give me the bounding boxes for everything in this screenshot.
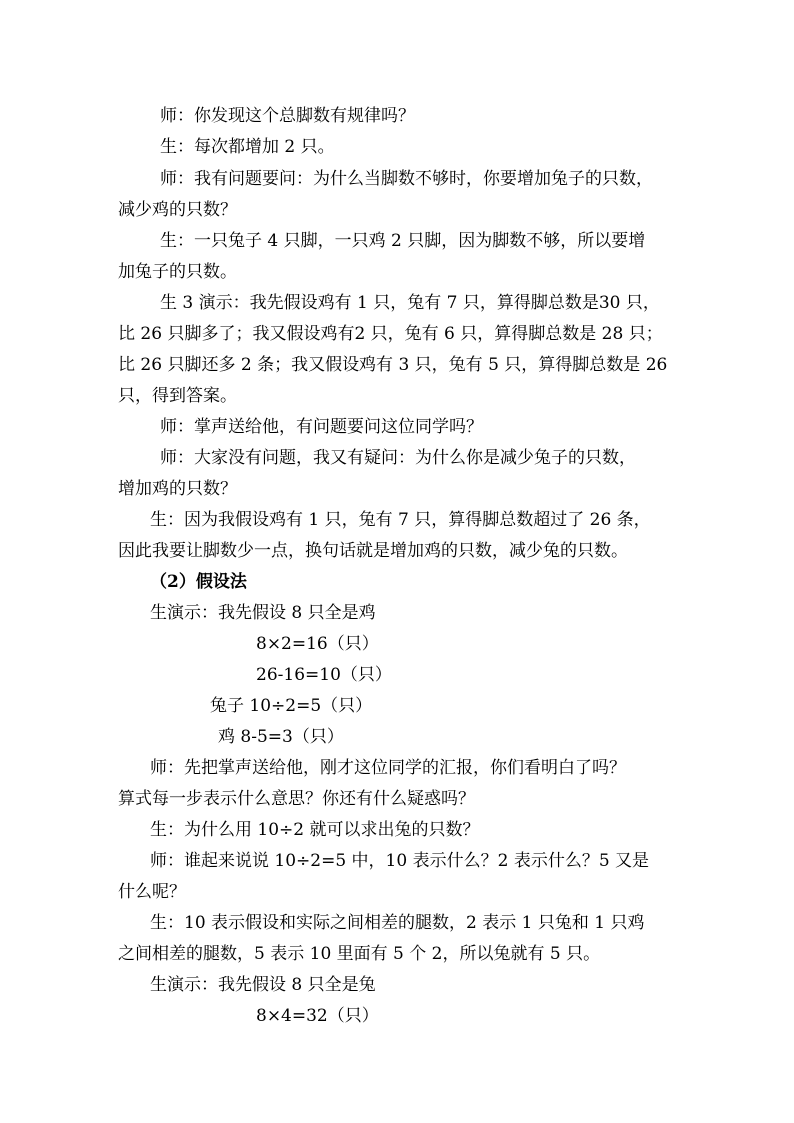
section-heading: （2）假设法 — [150, 572, 247, 592]
text-line: 比 26 只脚还多 2 条；我又假设鸡有 3 只，兔有 5 只，算得脚总数是 26 — [118, 355, 668, 375]
text-line: 生：因为我假设鸡有 1 只，兔有 7 只，算得脚总数超过了 26 条， — [150, 510, 651, 530]
text-line: 减少鸡的只数？ — [118, 200, 237, 220]
text-line: 比 26 只脚多了；我又假设鸡有2 只，兔有 6 只，算得脚总数是 28 只； — [118, 324, 663, 344]
text-line: 师：谁起来说说 10÷2=5 中，10 表示什么？2 表示什么？5 又是 — [150, 851, 650, 871]
text-line: 加兔子的只数。 — [118, 262, 237, 282]
text-line: 只，得到答案。 — [118, 386, 237, 406]
text-line: 什么呢？ — [118, 882, 186, 902]
equation-line: 鸡 8-5=3（只） — [218, 727, 344, 747]
equation-line: 26-16=10（只） — [256, 665, 392, 685]
text-line: 生：一只兔子 4 只脚，一只鸡 2 只脚，因为脚数不够，所以要增 — [160, 231, 646, 251]
text-line: 算式每一步表示什么意思？你还有什么疑惑吗？ — [118, 789, 475, 809]
text-line: 师：掌声送给他，有问题要问这位同学吗？ — [160, 417, 483, 437]
text-line: 师：先把掌声送给他，刚才这位同学的汇报，你们看明白了吗？ — [150, 758, 626, 778]
equation-line: 8×4=32（只） — [256, 1006, 379, 1026]
text-line: 因此我要让脚数少一点，换句话就是增加鸡的只数，减少兔的只数。 — [118, 541, 628, 561]
text-line: 生：为什么用 10÷2 就可以求出兔的只数？ — [150, 820, 480, 840]
text-line: 生演示：我先假设 8 只全是兔 — [150, 975, 376, 995]
text-line: 生：每次都增加 2 只。 — [160, 137, 335, 157]
text-line: 师：我有问题要问：为什么当脚数不够时，你要增加兔子的只数， — [160, 169, 653, 189]
text-line: 师：你发现这个总脚数有规律吗？ — [160, 106, 415, 126]
text-line: 生演示：我先假设 8 只全是鸡 — [150, 603, 376, 623]
text-line: 师：大家没有问题，我又有疑问：为什么你是减少兔子的只数， — [160, 448, 636, 468]
equation-line: 8×2=16（只） — [256, 634, 379, 654]
text-line: 生：10 表示假设和实际之间相差的腿数，2 表示 1 只兔和 1 只鸡 — [150, 913, 645, 933]
text-line: 增加鸡的只数？ — [118, 479, 237, 499]
text-line: 生 3 演示：我先假设鸡有 1 只，兔有 7 只，算得脚总数是30 只， — [160, 293, 660, 313]
equation-line: 兔子 10÷2=5（只） — [210, 696, 373, 716]
text-line: 之间相差的腿数，5 表示 10 里面有 5 个 2，所以兔就有 5 只。 — [118, 944, 601, 964]
